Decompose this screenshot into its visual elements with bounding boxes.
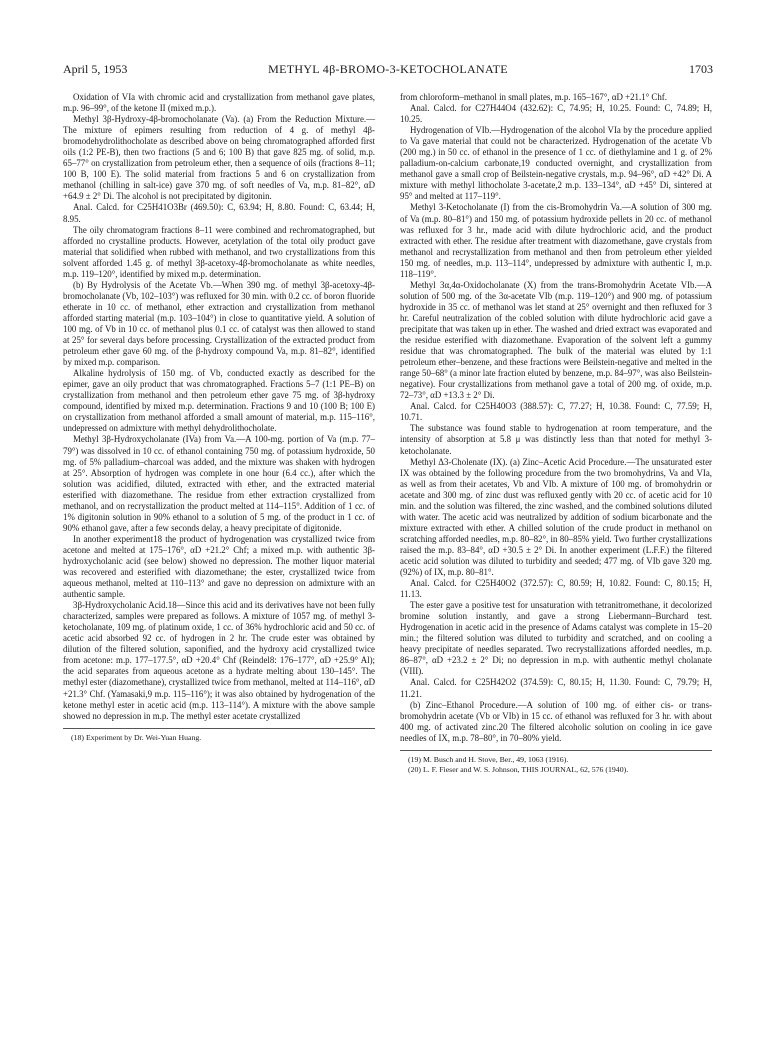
running-header <box>63 62 713 78</box>
paragraph: Methyl 3β-Hydroxycholanate (IVa) from Va.—A 100-mg. portion of Va (m.p. 77–79°) was dissolved in 10 cc. of ethanol containing 750 mg. of potassium hydroxide, 50 mg. of 5% palladium–charcoal was added, and the mixture was shaken with hydrogen at 25°. Absorption of hydrogen was complete in one hour (6.4 cc.), after which the solution was acidified, diluted, extracted with ether, and the extracted material esterified with diazomethane. The residue from ether extraction crystallized from methanol, and on recrystallization the product melted at 114–115°. Addition of 1 cc. of 1% digitonin solution in 90% ethanol to a solution of 5 mg. of the product in 1 cc. of 90% ethanol gave, after a few seconds delay, a heavy precipitate of digitonide. <box>63 434 375 533</box>
header-date: April 5, 1953 <box>63 62 128 76</box>
paragraph: Methyl 3α,4α-Oxidocholanate (X) from the trans-Bromohydrin Acetate VIb.—A solution of 500 mg. of the 3α-acetate VIb (m.p. 119–120°) and 900 mg. of potassium hydroxide in 35 cc. of methanol was let stand at 25° overnight and then refluxed for 3 hr. Careful neutralization of the cobled solution with dilute hydrochloric acid gave a precipitate that was taken up in ether. The washed and dried extract was evaporated and the residue esterified with diazomethane. Evaporation of the solvent left a gummy residue that was chromatographed. The bulk of the material was eluted by 1:1 petroleum ether–benzene, and these fractions were Beilstein-negative and melted in the range 50–68° (a minor late fraction eluted by benzene, m.p. 84–97°, was also Beilstein-negative). Four crystallizations from methanol gave a total of 200 mg. of oxide, m.p. 72–73°, αD +13.3 ± 2° Di. <box>400 279 712 401</box>
paragraph: (b) By Hydrolysis of the Acetate Vb.—When 390 mg. of methyl 3β-acetoxy-4β-bromocholanate (Vb, 102–103°) was refluxed for 30 min. with 0.2 cc. of boron fluoride etherate in 10 cc. of methanol, ether extraction and crystallization from methanol afforded starting material (m.p. 103–104°) in close to quantitative yield. A solution of 100 mg. of Vb in 10 cc. of methanol plus 0.1 cc. of catalyst was then allowed to stand at 25° for several days before processing. Crystallization of the extracted product from petroleum ether gave 60 mg. of the β-hydroxy compound Va, m.p. 81–82°, identified by mixed m.p. comparison. <box>63 279 375 368</box>
paragraph: from chloroform–methanol in small plates, m.p. 165–167°, αD +21.1° Chf. <box>400 92 667 102</box>
footnote-rule <box>63 728 375 729</box>
paragraph: 3β-Hydroxycholanic Acid.18—Since this acid and its derivatives have not been fully characterized, samples were prepared as follows. A mixture of 1057 mg. of methyl 3-ketocholanate, 109 mg. of platinum oxide, 1 cc. of 36% hydrochloric acid and 50 cc. of acetic acid absorbed 92 cc. of hydrogen in 2 hr. The crude ester was obtained by dilution of the filtered solution, saponified, and the hydroxy acid crystallized twice from acetone: m.p. 177–177.5°, αD +20.4° Chf (Reindel8: 176–177°, αD +25.9° Al); the acid separates from aqueous acetone as a hydrate melting about 130–145°. The methyl ester (diazomethane), crystallized twice from methanol, melted at 114–116°, αD +21.3° Chf. (Yamasaki,9 m.p. 115–116°); it was also obtained by hydrogenation of the ketone methyl ester in acetic acid (m.p. 113–114°). A mixture with the above sample showed no depression in m.p. The methyl ester acetate crystallized <box>63 600 375 721</box>
footnote: (18) Experiment by Dr. Wei-Yuan Huang. <box>71 732 202 742</box>
paragraph: The oily chromatogram fractions 8–11 were combined and rechromatographed, but afforded no crystalline products. However, acetylation of the total oily product gave material that solidified when rubbed with methanol, and two crystallizations from this solvent afforded 1.45 g. of methyl 3β-acetoxy-4β-bromocholanate as white needles, m.p. 119–120°, identified by mixed m.p. determination. <box>63 224 375 279</box>
footnote: (19) M. Busch and H. Stove, Ber., 49, 1063 (1916). <box>408 754 569 764</box>
paragraph: Methyl 3β-Hydroxy-4β-bromocholanate (Va). (a) From the Reduction Mixture.—The mixture of epimers resulting from reduction of 4 g. of methyl 4β-bromodehydrolithocholate as described above on being chromatographed afforded first oils (1:2 PE-B), then two fractions (5 and 6; 100 B) that gave 825 mg. of solid, m.p. 65–77° on crystallization from petroleum ether, then a sequence of oils (fractions 8–11; 100 B, 100 E). The solid material from fractions 5 and 6 on crystallization from methanol (chilling in salt-ice) gave 370 mg. of soft needles of Va, m.p. 81–82°, αD +64.9 ± 2° Di. The alcohol is not precipitated by digitonin. <box>63 114 375 202</box>
paragraph: Methyl 3-Ketocholanate (I) from the cis-Bromohydrin Va.—A solution of 300 mg. of Va (m.p. 80–81°) and 150 mg. of potassium hydroxide pellets in 20 cc. of methanol was refluxed for 3 hr., made acid with dilute hydrochloric acid, and the product extracted with ether. The residue after treatment with diazomethane, gave crystals from methanol and recrystallization from methanol and then from petroleum ether yielded 150 mg. of needles, m.p. 113–114°, undepressed by admixture with authentic I, m.p. 118–119°. <box>400 202 712 279</box>
page-number: 1703 <box>689 62 713 76</box>
footnote-rule <box>400 750 712 751</box>
paragraph: Anal. Calcd. for C27H44O4 (432.62): C, 74.95; H, 10.25. Found: C, 74.89; H, 10.25. <box>400 103 712 125</box>
header-title: METHYL 4β-BROMO-3-KETOCHOLANATE <box>268 62 508 76</box>
paragraph: Alkaline hydrolysis of 150 mg. of Vb, conducted exactly as described for the epimer, gave an oily product that was chromatographed. Fractions 5–7 (1:1 PE–B) on crystallization from methanol and then petroleum ether gave 75 mg. of 3β-hydroxy compound, identified by mixed m.p. determination. Fractions 9 and 10 (100 B; 100 E) on crystallization from methanol afforded a small amount of material, m.p. 115–116°, undepressed on admixture with methyl dehydrolithocholate. <box>63 368 375 434</box>
paragraph: Hydrogenation of VIb.—Hydrogenation of the alcohol VIa by the procedure applied to Va gave material that could not be characterized. Hydrogenation of the acetate Vb (200 mg.) in 50 cc. of ethanol in the presence of 1 cc. of diethylamine and 1 g. of 2% palladium-on-calcium carbonate,19 conducted overnight, and crystallization from methanol gave a small crop of Beilstein-negative crystals, m.p. 94–96°, αD +42° Di. A mixture with methyl lithocholate 3-acetate,2 m.p. 133–134°, αD +45° Di, sintered at 95° and melted at 117–119°. <box>400 125 712 202</box>
paragraph: (b) Zinc–Ethanol Procedure.—A solution of 100 mg. of either cis- or trans-bromohydrin acetate (Vb or VIb) in 15 cc. of ethanol was refluxed for 3 hr. with about 400 mg. of activated zinc.20 The filtered alcoholic solution on cooling in ice gave needles of IX, m.p. 78–80°, in 70–80% yield. <box>400 699 712 743</box>
paragraph: In another experiment18 the product of hydrogenation was crystallized twice from acetone and melted at 175–176°, αD +21.2° Chf; a mixed m.p. with authentic 3β-hydroxycholanic acid (see below) showed no depression. The mother liquor material was recovered and esterified with diazomethane; the ester, crystallized twice from aqueous methanol, melted at 110–113° and gave no depression on admixture with an authentic sample. <box>63 533 375 600</box>
paragraph: Anal. Calcd. for C25H41O3Br (469.50): C, 63.94; H, 8.80. Found: C, 63.44; H, 8.95. <box>63 202 375 224</box>
paragraph: Anal. Calcd. for C25H40O3 (388.57): C, 77.27; H, 10.38. Found: C, 77.59; H, 10.71. <box>400 401 712 423</box>
footnote: (20) L. F. Fieser and W. S. Johnson, THIS JOURNAL, 62, 576 (1940). <box>408 764 629 774</box>
paragraph: Methyl Δ3-Cholenate (IX). (a) Zinc–Acetic Acid Procedure.—The unsaturated ester IX was obtained by the following procedure from the two bromohydrins, Va and VIa, as well as from their acetates, Vb and VIb. A mixture of 100 mg. of bromohydrin or acetate and 300 mg. of zinc dust was refluxed gently with 20 cc. of acetic acid for 10 min. and the solution was filtered, the zinc washed, and the combined solutions diluted with water. The acetic acid was neutralized by addition of sodium bicarbonate and the mixture extracted with ether. A chilled solution of the crude product in methanol on scratching afforded needles, m.p. 80–82°, in 80–85% yield. Two further crystallizations raised the m.p. 83–84°, αD +30.5 ± 2° Di. In another experiment (L.F.F.) the filtered acetic acid solution was diluted to turbidity and seeded; 477 mg. of VIb gave 320 mg. (92%) of IX, m.p. 80–81°. <box>400 456 712 578</box>
paragraph: Oxidation of VIa with chromic acid and crystallization from methanol gave plates, m.p. 96–99°, of the ketone II (mixed m.p.). <box>63 92 375 114</box>
left-column <box>63 92 375 743</box>
paragraph: The substance was found stable to hydrogenation at room temperature, and the intensity of absorption at 5.8 μ was distinctly less than that noted for methyl 3-ketocholanate. <box>400 423 712 456</box>
right-column <box>400 92 712 775</box>
paragraph: Anal. Calcd. for C25H42O2 (374.59): C, 80.15; H, 11.30. Found: C, 79.79; H, 11.21. <box>400 677 712 699</box>
paragraph: Anal. Calcd. for C25H40O2 (372.57): C, 80.59; H, 10.82. Found: C, 80.15; H, 11.13. <box>400 578 712 600</box>
paragraph: The ester gave a positive test for unsaturation with tetranitromethane, it decolorized bromine solution instantly, and gave a strong Liebermann–Burchard test. Hydrogenation in acetic acid in the presence of Adams catalyst was complete in 15–20 min.; the filtered solution was diluted to turbidity and scratched, and on cooling a heavy precipitate of needles separated. Two recrystallizations afforded needles, m.p. 86–87°, αD +23.2 ± 2° Di; no depression in m.p. with authentic methyl cholanate (VIII). <box>400 600 712 677</box>
